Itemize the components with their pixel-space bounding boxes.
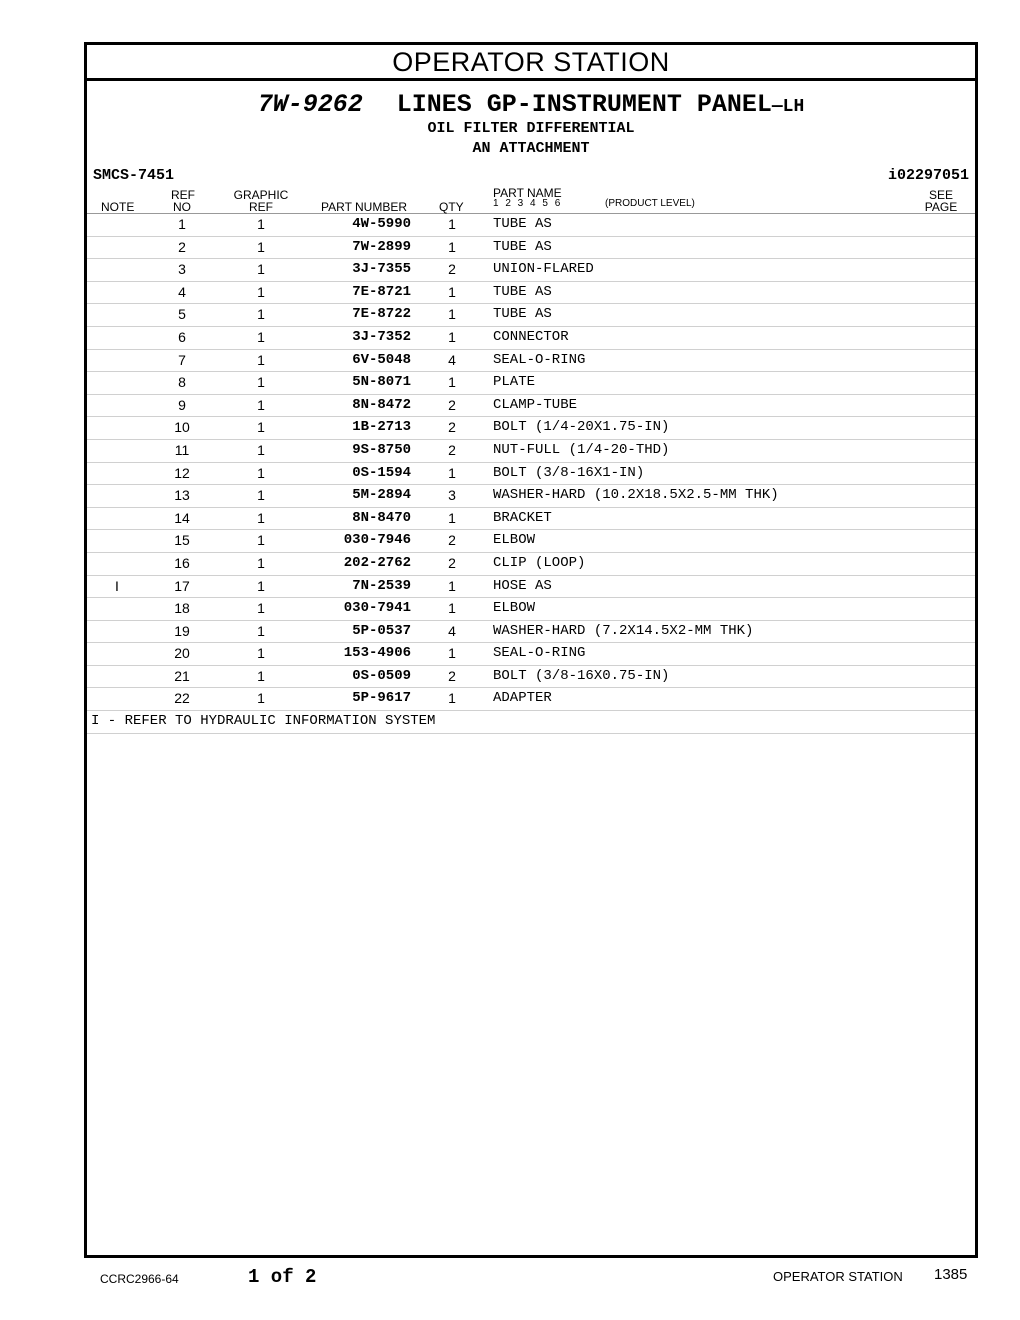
cell-part-number: 1B-2713 bbox=[352, 419, 411, 436]
cell-part-number: 5P-0537 bbox=[352, 622, 411, 639]
cell-part-number: 5M-2894 bbox=[352, 487, 411, 504]
cell-part-name: BOLT (1/4-20X1.75-IN) bbox=[493, 419, 670, 436]
group-title-suffix: —LH bbox=[771, 97, 805, 117]
cell-qty: 1 bbox=[448, 238, 456, 255]
cell-part-number: 5P-9617 bbox=[352, 690, 411, 707]
cell-graphic-ref: 1 bbox=[257, 216, 265, 232]
col-product-level: (PRODUCT LEVEL) bbox=[605, 198, 695, 209]
cell-qty: 1 bbox=[448, 283, 456, 300]
cell-qty: 2 bbox=[448, 419, 456, 436]
smcs-code: SMCS-7451 bbox=[93, 167, 175, 184]
col-ref-top: REF bbox=[171, 188, 195, 202]
cell-graphic-ref: 1 bbox=[257, 261, 265, 278]
cell-part-name: BRACKET bbox=[493, 509, 552, 526]
table-row bbox=[87, 621, 975, 644]
cell-qty: 2 bbox=[448, 532, 456, 549]
group-subtitle-1: OIL FILTER DIFFERENTIAL bbox=[427, 120, 635, 137]
col-graphic-ref bbox=[233, 189, 289, 213]
cell-graphic-ref: 1 bbox=[257, 690, 265, 707]
cell-graphic-ref: 1 bbox=[257, 306, 265, 323]
cell-graphic-ref: 1 bbox=[257, 577, 265, 594]
cell-ref-no: 19 bbox=[174, 622, 190, 639]
cell-qty: 2 bbox=[448, 441, 456, 458]
cell-ref-no: 11 bbox=[174, 441, 190, 458]
col-graphic-top: GRAPHIC bbox=[233, 188, 289, 202]
cell-part-name: PLATE bbox=[493, 374, 536, 391]
table-row bbox=[87, 553, 975, 576]
cell-part-name: WASHER-HARD (10.2X18.5X2.5-MM THK) bbox=[493, 487, 779, 504]
footer-page-count: 1 of 2 bbox=[248, 1266, 317, 1288]
cell-graphic-ref: 1 bbox=[257, 645, 265, 662]
cell-part-number: 030-7941 bbox=[343, 600, 411, 617]
group-heading bbox=[87, 91, 975, 119]
col-see-page bbox=[921, 189, 961, 213]
cell-graphic-ref: 1 bbox=[257, 328, 265, 345]
cell-ref-no: 5 bbox=[178, 306, 186, 323]
group-subtitle-2: AN ATTACHMENT bbox=[472, 140, 590, 157]
cell-graphic-ref: 1 bbox=[257, 419, 265, 436]
cell-part-name: BOLT (3/8-16X0.75-IN) bbox=[493, 667, 670, 684]
table-row bbox=[87, 327, 975, 350]
table-row bbox=[87, 688, 975, 711]
cell-part-name: CLAMP-TUBE bbox=[493, 396, 578, 413]
col-note: NOTE bbox=[101, 200, 135, 214]
col-see-bottom: PAGE bbox=[924, 200, 958, 214]
cell-graphic-ref: 1 bbox=[257, 509, 265, 526]
cell-part-number: 7W-2899 bbox=[352, 238, 411, 255]
cell-part-name: TUBE AS bbox=[493, 238, 552, 255]
cell-part-name: ELBOW bbox=[493, 532, 536, 549]
cell-qty: 3 bbox=[448, 487, 456, 504]
cell-graphic-ref: 1 bbox=[257, 600, 265, 617]
table-row bbox=[87, 304, 975, 327]
cell-qty: 2 bbox=[448, 261, 456, 278]
footer-section: OPERATOR STATION bbox=[773, 1269, 903, 1284]
cell-ref-no: 18 bbox=[174, 600, 190, 617]
table-row bbox=[87, 485, 975, 508]
document-id: i02297051 bbox=[887, 167, 969, 184]
cell-qty: 1 bbox=[448, 216, 456, 232]
cell-part-name: TUBE AS bbox=[493, 306, 552, 323]
col-ref-no bbox=[171, 189, 193, 213]
col-see-top: SEE bbox=[928, 188, 953, 202]
cell-part-name: NUT-FULL (1/4-20-THD) bbox=[493, 441, 670, 458]
group-part-number: 7W-9262 bbox=[257, 90, 363, 119]
cell-graphic-ref: 1 bbox=[257, 622, 265, 639]
cell-graphic-ref: 1 bbox=[257, 554, 265, 571]
cell-graphic-ref: 1 bbox=[257, 487, 265, 504]
page-footer bbox=[0, 1262, 1020, 1292]
table-row bbox=[87, 417, 975, 440]
cell-graphic-ref: 1 bbox=[257, 464, 265, 481]
cell-qty: 2 bbox=[448, 396, 456, 413]
cell-part-number: 3J-7352 bbox=[352, 328, 411, 345]
cell-graphic-ref: 1 bbox=[257, 667, 265, 684]
cell-part-number: 8N-8470 bbox=[352, 509, 411, 526]
cell-graphic-ref: 1 bbox=[257, 441, 265, 458]
footer-code: CCRC2966-64 bbox=[100, 1272, 179, 1286]
col-graphic-bottom: REF bbox=[249, 200, 273, 214]
cell-qty: 1 bbox=[448, 645, 456, 662]
cell-part-number: 0S-0509 bbox=[352, 667, 411, 684]
footer-page-number: 1385 bbox=[934, 1266, 968, 1283]
table-row bbox=[87, 576, 975, 599]
cell-part-number: 7E-8722 bbox=[352, 306, 411, 323]
cell-ref-no: 16 bbox=[174, 554, 190, 571]
cell-ref-no: 15 bbox=[174, 532, 190, 549]
cell-part-name: ADAPTER bbox=[493, 690, 552, 707]
cell-ref-no: 22 bbox=[174, 690, 190, 707]
cell-ref-no: 10 bbox=[174, 419, 190, 436]
cell-part-name: TUBE AS bbox=[493, 283, 552, 300]
cell-part-name: HOSE AS bbox=[493, 577, 552, 594]
cell-ref-no: 20 bbox=[174, 645, 190, 662]
cell-part-name: BOLT (3/8-16X1-IN) bbox=[493, 464, 645, 481]
cell-qty: 1 bbox=[448, 509, 456, 526]
table-row bbox=[87, 282, 975, 305]
cell-qty: 1 bbox=[448, 600, 456, 617]
cell-ref-no: 8 bbox=[178, 374, 186, 391]
cell-ref-no: 9 bbox=[178, 396, 186, 413]
cell-ref-no: 12 bbox=[174, 464, 190, 481]
cell-graphic-ref: 1 bbox=[257, 238, 265, 255]
cell-qty: 1 bbox=[448, 306, 456, 323]
cell-part-number: 9S-8750 bbox=[352, 441, 411, 458]
table-row bbox=[87, 598, 975, 621]
table-row bbox=[87, 395, 975, 418]
table-row bbox=[87, 463, 975, 486]
cell-part-number: 7N-2539 bbox=[352, 577, 411, 594]
cell-qty: 1 bbox=[448, 374, 456, 391]
cell-ref-no: 2 bbox=[178, 238, 186, 255]
cell-part-number: 030-7946 bbox=[343, 532, 411, 549]
cell-qty: 1 bbox=[448, 577, 456, 594]
cell-ref-no: 21 bbox=[174, 667, 190, 684]
cell-graphic-ref: 1 bbox=[257, 351, 265, 368]
cell-ref-no: 3 bbox=[178, 261, 186, 278]
col-qty: QTY bbox=[439, 200, 464, 214]
cell-graphic-ref: 1 bbox=[257, 532, 265, 549]
table-row bbox=[87, 530, 975, 553]
cell-graphic-ref: 1 bbox=[257, 396, 265, 413]
section-title: OPERATOR STATION bbox=[87, 45, 975, 81]
cell-part-name: TUBE AS bbox=[493, 216, 552, 232]
cell-ref-no: 14 bbox=[174, 509, 190, 526]
col-levels: 1 2 3 4 5 6 bbox=[493, 198, 561, 209]
table-row bbox=[87, 666, 975, 689]
cell-part-number: 0S-1594 bbox=[352, 464, 411, 481]
cell-qty: 4 bbox=[448, 622, 456, 639]
cell-part-number: 8N-8472 bbox=[352, 396, 411, 413]
cell-graphic-ref: 1 bbox=[257, 374, 265, 391]
cell-part-name: CLIP (LOOP) bbox=[493, 554, 586, 571]
cell-qty: 1 bbox=[448, 328, 456, 345]
parts-table-body bbox=[87, 214, 975, 711]
cell-ref-no: 17 bbox=[174, 577, 190, 594]
cell-ref-no: 4 bbox=[178, 283, 186, 300]
col-ref-bottom: NO bbox=[173, 200, 191, 214]
col-part-number: PART NUMBER bbox=[321, 200, 408, 214]
table-header bbox=[87, 186, 975, 214]
table-row bbox=[87, 643, 975, 666]
cell-part-name: SEAL-O-RING bbox=[493, 351, 586, 368]
cell-ref-no: 1 bbox=[178, 216, 186, 232]
cell-qty: 4 bbox=[448, 351, 456, 368]
cell-part-name: CONNECTOR bbox=[493, 328, 569, 345]
cell-part-name: SEAL-O-RING bbox=[493, 645, 586, 662]
group-title: LINES GP-INSTRUMENT PANEL bbox=[396, 90, 772, 119]
cell-part-name: WASHER-HARD (7.2X14.5X2-MM THK) bbox=[493, 622, 754, 639]
cell-part-number: 7E-8721 bbox=[352, 283, 411, 300]
table-row bbox=[87, 350, 975, 373]
footnote: I - REFER TO HYDRAULIC INFORMATION SYSTEM bbox=[87, 711, 975, 734]
table-row bbox=[87, 237, 975, 260]
cell-ref-no: 13 bbox=[174, 487, 190, 504]
cell-part-number: 202-2762 bbox=[343, 554, 411, 571]
table-row bbox=[87, 259, 975, 282]
cell-qty: 1 bbox=[448, 464, 456, 481]
table-row bbox=[87, 440, 975, 463]
cell-part-number: 5N-8071 bbox=[352, 374, 411, 391]
col-part-name: PART NAME bbox=[493, 186, 562, 200]
cell-ref-no: 7 bbox=[178, 351, 186, 368]
cell-part-name: UNION-FLARED bbox=[493, 261, 594, 278]
cell-note: I bbox=[115, 577, 119, 594]
cell-qty: 2 bbox=[448, 667, 456, 684]
cell-part-number: 4W-5990 bbox=[352, 216, 411, 232]
table-row bbox=[87, 372, 975, 395]
cell-part-number: 6V-5048 bbox=[352, 351, 411, 368]
cell-graphic-ref: 1 bbox=[257, 283, 265, 300]
cell-part-number: 153-4906 bbox=[343, 645, 411, 662]
cell-qty: 2 bbox=[448, 554, 456, 571]
table-row bbox=[87, 214, 975, 237]
table-row bbox=[87, 508, 975, 531]
cell-ref-no: 6 bbox=[178, 328, 186, 345]
cell-part-name: ELBOW bbox=[493, 600, 536, 617]
cell-qty: 1 bbox=[448, 690, 456, 707]
page-frame bbox=[84, 42, 978, 1258]
cell-part-number: 3J-7355 bbox=[352, 261, 411, 278]
